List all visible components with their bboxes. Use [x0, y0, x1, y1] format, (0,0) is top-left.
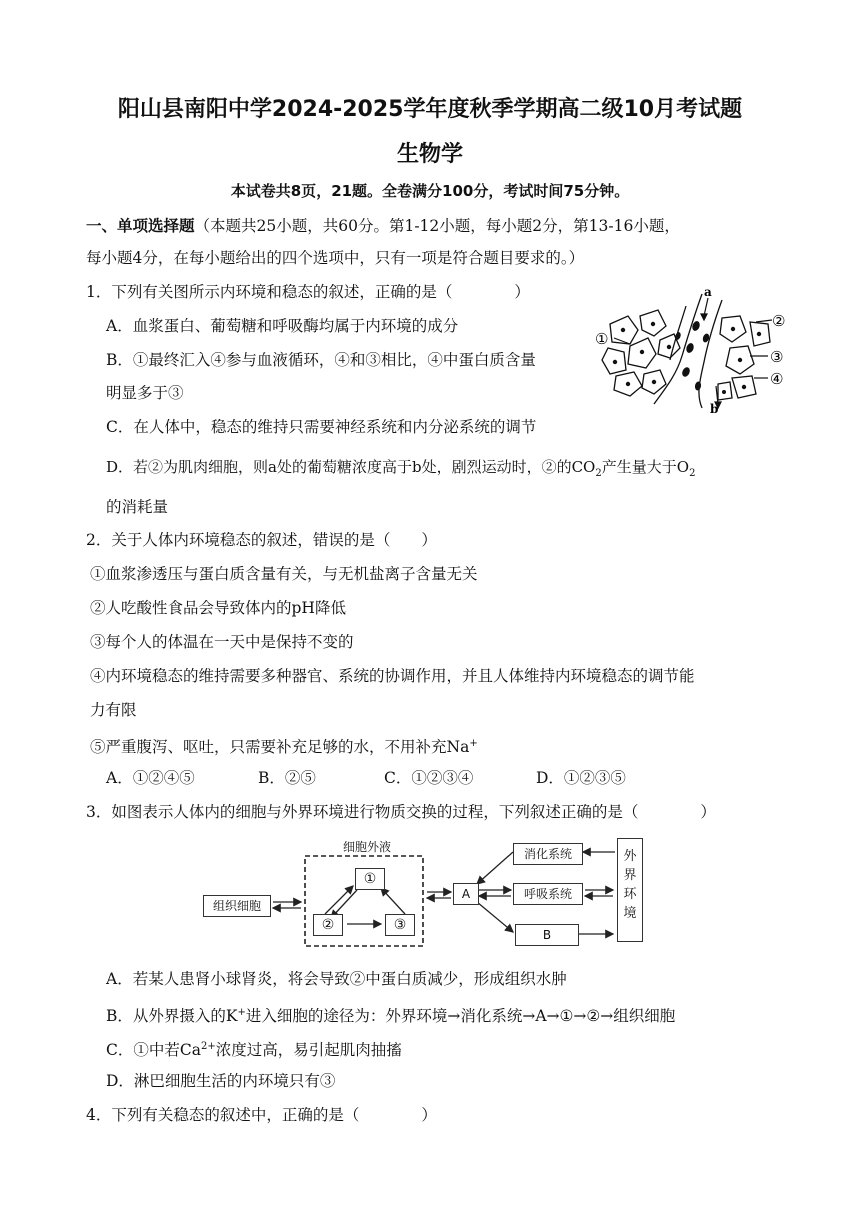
q2-statement-3: ③每个人的体温在一天中是保持不变的 [90, 633, 354, 651]
respiratory-system-box: 呼吸系统 [513, 883, 583, 905]
q1-option-c: C．在人体中，稳态的维持只需要神经系统和内分泌系统的调节 [106, 418, 537, 436]
node-2-box: ② [313, 914, 343, 936]
q2-option-b: B．②⑤ [258, 769, 316, 787]
node-1-box: ① [355, 868, 385, 890]
q1-option-b-line1: B．①最终汇入④参与血液循环，④和③相比，④中蛋白质含量 [106, 351, 536, 369]
q3-c-post: 浓度过高，易引起肌肉抽搐 [215, 1041, 402, 1060]
q2-statement-5 [90, 733, 478, 758]
q3-diagram-arrows [195, 834, 665, 954]
q2-statement-4-line2: 力有限 [90, 701, 137, 719]
q1-stem: 1．下列有关图所示内环境和稳态的叙述，正确的是（ ） [86, 283, 530, 301]
fig-label-4: ④ [770, 370, 784, 388]
exam-info: 本试卷共8页，21题。全卷满分100分，考试时间75分钟。 [230, 182, 630, 200]
q1-d-mid: 产生量大于 [601, 458, 677, 476]
o2-formula: O [676, 458, 690, 476]
node-3-box: ③ [385, 914, 415, 936]
q2-option-c: C．①②③④ [384, 769, 474, 787]
section-heading-line [86, 215, 680, 237]
o2-subscript: 2 [689, 468, 696, 479]
subject-title: 生物学 [396, 142, 463, 167]
section-desc-1: （本题共25小题，共60分。第1-12小题，每小题2分，第13-16小题， [194, 217, 680, 235]
q2-stem: 2．关于人体内环境稳态的叙述，错误的是（ ） [86, 531, 437, 549]
ext-char-3: 环 [623, 887, 637, 902]
section-heading: 一、单项选择题 [86, 217, 195, 235]
ext-char-1: 外 [623, 849, 637, 864]
q1-option-d-line1 [106, 456, 695, 485]
section-desc-2: 每小题4分，在每小题给出的四个选项中，只有一项是符合题目要求的。） [86, 249, 585, 267]
q1-option-d-line2: 的消耗量 [106, 498, 169, 516]
q2-statement-2: ②人吃酸性食品会导致体内的pH降低 [90, 599, 346, 617]
q1-option-b-line2: 明显多于③ [106, 384, 184, 402]
ext-char-2: 界 [623, 868, 637, 883]
k-superscript: + [237, 1007, 246, 1018]
tissue-cell-box: 组织细胞 [203, 895, 271, 917]
ext-char-4: 境 [623, 906, 637, 921]
q3-option-a: A．若某人患肾小球肾炎，将会导致②中蛋白质减少，形成组织水肿 [106, 970, 567, 988]
co2-subscript: 2 [595, 468, 602, 479]
q3-stem: 3．如图表示人体内的细胞与外界环境进行物质交换的过程，下列叙述正确的是（ ） [86, 803, 716, 821]
fig-label-2: ② [772, 312, 786, 330]
digestive-system-box: 消化系统 [513, 843, 583, 865]
q3-option-c [106, 1036, 402, 1061]
fig-label-b: b [710, 402, 719, 416]
q3-c-pre: C．①中若Ca [106, 1041, 201, 1060]
co2-formula: CO [571, 458, 596, 476]
q2-statement-1: ①血浆渗透压与蛋白质含量有关，与无机盐离子含量无关 [90, 565, 478, 583]
q1-d-text: D．若②为肌肉细胞，则a处的葡萄糖浓度高于b处，剧烈运动时，②的 [106, 458, 572, 476]
q4-stem: 4．下列有关稳态的叙述中，正确的是（ ） [86, 1106, 437, 1124]
external-environment-box [617, 838, 643, 942]
exam-title: 阳山县南阳中学2024-2025学年度秋季学期高二级10月考试题 [117, 97, 743, 122]
q1-tissue-diagram [590, 286, 790, 416]
fig-label-a: a [704, 286, 712, 299]
ca-superscript: 2+ [200, 1041, 216, 1052]
fig-label-3: ③ [770, 348, 784, 366]
q3-exchange-diagram [195, 834, 665, 954]
node-a-box: A [453, 883, 479, 905]
fig-label-1: ① [595, 330, 609, 348]
q2-option-a: A．①②④⑤ [106, 769, 195, 787]
q3-b-pre: B．从外界摄入的K [106, 1007, 238, 1026]
node-b-box: B [515, 924, 579, 946]
na-superscript: + [469, 738, 478, 749]
q1-option-a: A．血浆蛋白、葡萄糖和呼吸酶均属于内环境的成分 [106, 317, 459, 335]
q2-statement-4-line1: ④内环境稳态的维持需要多种器官、系统的协调作用，并且人体维持内环境稳态的调节能 [90, 667, 695, 685]
q3-option-d: D．淋巴细胞生活的内环境只有③ [106, 1072, 336, 1090]
ecf-label: 细胞外液 [342, 840, 391, 854]
q2-option-d: D．①②③⑤ [536, 769, 626, 787]
q3-option-b [106, 1002, 675, 1027]
q3-b-post: 进入细胞的途径为：外界环境→消化系统→A→①→②→组织细胞 [245, 1007, 676, 1026]
q2-s5-text: ⑤严重腹泻、呕吐，只需要补充足够的水，不用补充Na [90, 738, 470, 757]
